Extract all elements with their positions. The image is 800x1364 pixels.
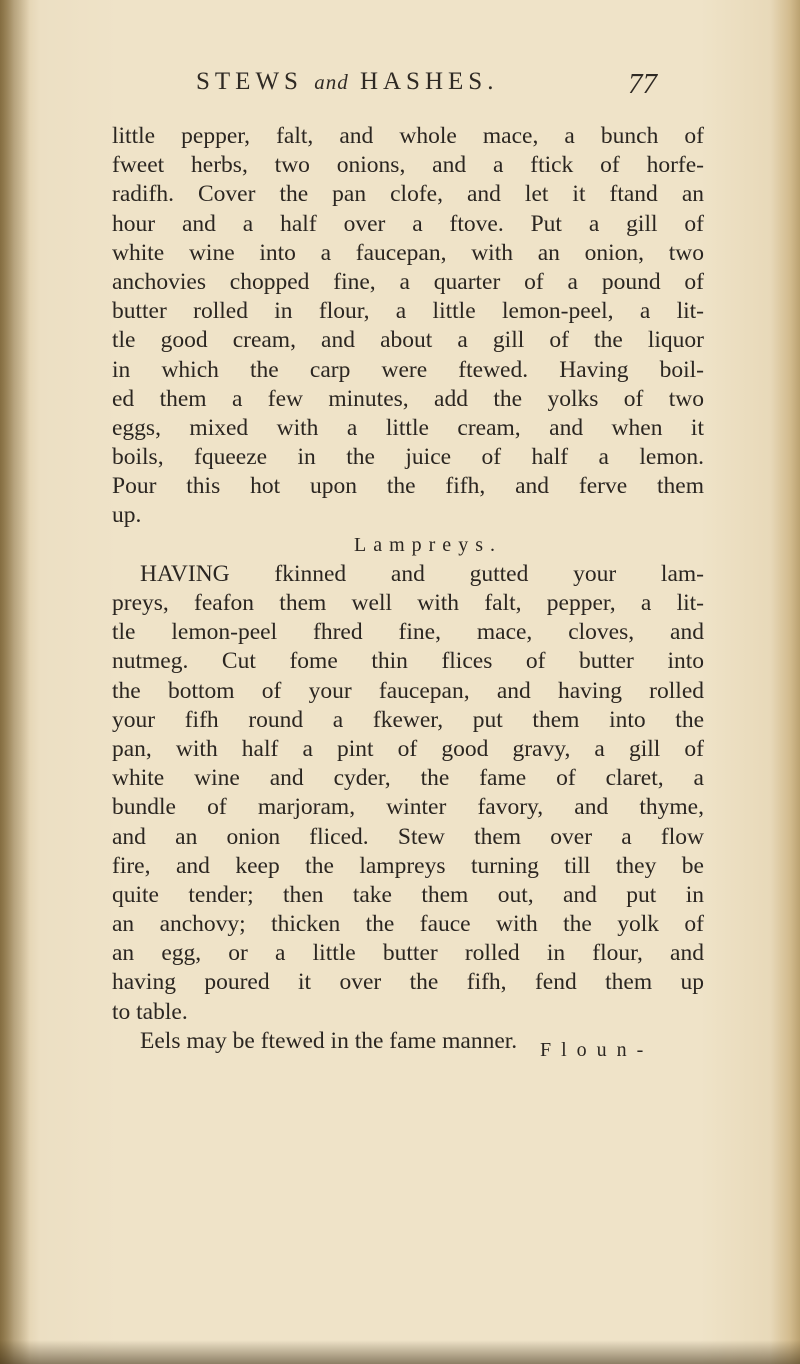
running-head-left: STEWS <box>196 68 303 95</box>
text-line: bundle of marjoram, winter favory, and thyme, <box>112 794 704 821</box>
text-line: tle lemon-peel fhred fine, mace, cloves, and <box>112 619 704 646</box>
text-line: radifh. Cover the pan clofe, and let it ftand an <box>112 181 704 208</box>
catchword: Floun- <box>540 1039 654 1061</box>
text-line: preys, feafon them well with falt, pepper, a lit- <box>112 590 704 616</box>
section-title-lampreys: Lampreys. <box>354 533 502 556</box>
text-line: an anchovy; thicken the fauce with the yolk of <box>112 911 704 938</box>
text-line: the bottom of your faucepan, and having rolled <box>112 677 704 704</box>
running-head-and: and <box>314 70 349 94</box>
bottom-edge-shadow <box>0 1340 800 1364</box>
text-line: your fifh round a fkewer, put them into the <box>112 706 704 733</box>
text-line: white wine into a faucepan, with an onion, two <box>112 239 704 266</box>
text-line: having poured it over the fifh, fend them up <box>112 969 704 996</box>
text-line: white wine and cyder, the fame of claret, a <box>112 765 704 792</box>
text-line: quite tender; then take them out, and put in <box>112 881 704 908</box>
text-line: ed them a few minutes, add the yolks of two <box>112 385 704 412</box>
text-line: hour and a half over a ftove. Put a gill of <box>112 210 704 237</box>
text-line: tle good cream, and about a gill of the liquor <box>112 327 704 354</box>
text-line: to table. <box>112 998 188 1025</box>
text-line: fweet herbs, two onions, and a ftick of horfe- <box>112 152 704 179</box>
text-line: boils, fqueeze in the juice of half a lemon. <box>112 444 704 471</box>
page-header <box>196 68 776 108</box>
closing-line: Eels may be ftewed in the fame manner. <box>140 1027 518 1054</box>
text-line: in which the carp were ftewed. Having boil- <box>112 356 704 383</box>
gutter-shadow <box>0 0 30 1364</box>
text-line: and an onion fliced. Stew them over a flow <box>112 823 704 850</box>
running-head <box>196 68 498 96</box>
text-line: an egg, or a little butter rolled in flour, and <box>112 940 704 967</box>
text-line: up. <box>112 502 142 529</box>
text-line: little pepper, falt, and whole mace, a bunch of <box>112 123 704 149</box>
text-line: pan, with half a pint of good gravy, a gill of <box>112 735 704 762</box>
text-line: Pour this hot upon the fifh, and ferve them <box>112 473 704 500</box>
text-line: eggs, mixed with a little cream, and when it <box>112 414 704 441</box>
text-line: butter rolled in flour, a little lemon-peel, a lit- <box>112 298 704 325</box>
text-line: anchovies chopped fine, a quarter of a pound of <box>112 268 704 295</box>
text-line: HAVING fkinned and gutted your lam- <box>140 560 704 587</box>
text-line: fire, and keep the lampreys turning till they be <box>112 852 704 879</box>
text-line: nutmeg. Cut fome thin flices of butter into <box>112 648 704 675</box>
running-head-right: HASHES. <box>359 68 499 95</box>
body-text <box>112 122 704 1056</box>
page-number: 77 <box>628 68 657 100</box>
